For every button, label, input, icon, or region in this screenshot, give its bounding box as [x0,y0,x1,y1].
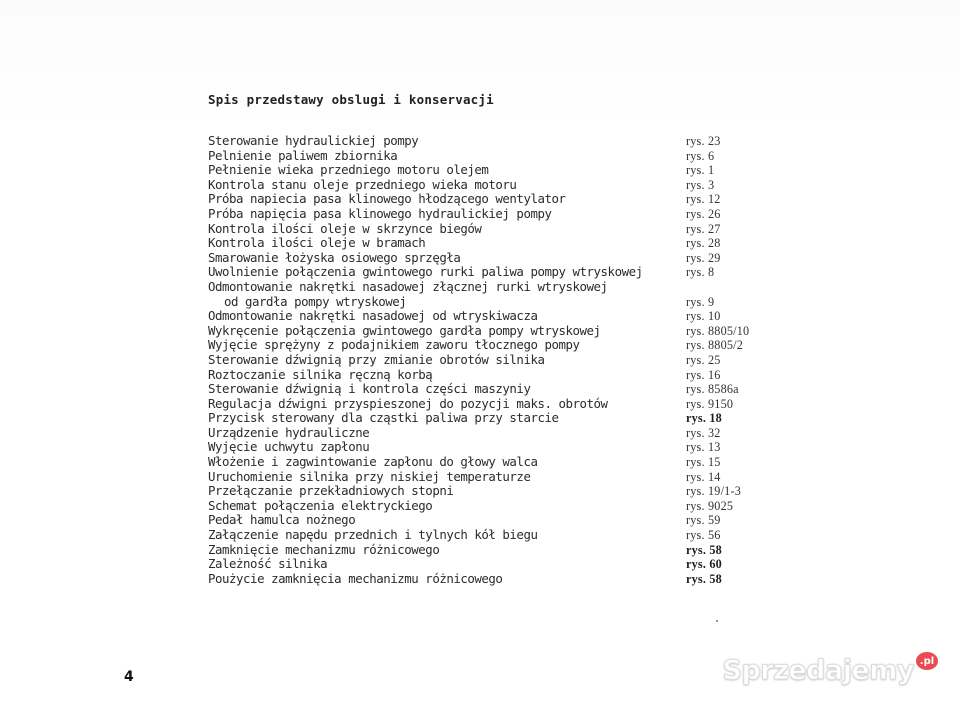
toc-entry-figure-ref: rys. 14 [686,469,721,484]
toc-entry [208,265,768,280]
toc-entry-title: Przełączanie przekładniowych stopni [208,483,454,499]
toc-entry-figure-ref: rys. 56 [686,528,721,543]
toc-entry [208,192,768,207]
toc-entry-figure-ref: rys. 9025 [686,498,734,513]
toc-entry [208,499,768,514]
toc-entry-figure-ref: rys. 59 [686,513,721,528]
toc-entry [208,295,768,310]
toc-entry-figure-ref: rys. 32 [686,425,721,440]
toc-entry-figure-ref: rys. 1 [686,163,715,178]
toc-entry [208,484,768,499]
toc-entry-title: Załączenie napędu przednich i tylnych kół biegu [208,527,538,543]
toc-entry-title: Sterowanie hydraulickiej pompy [208,133,419,148]
toc-entry-title: Pelnienie paliwem zbiornika [208,147,398,163]
toc-entry-figure-ref: rys. 10 [686,309,721,324]
toc-entry-title: Urządzenie hydrauliczne [208,424,370,440]
toc-entry-title: Smarowanie łożyska osiowego sprzęgła [208,249,461,265]
toc-entry-title: Pełnienie wieka przedniego motoru olejem [208,162,489,178]
toc-entry-figure-ref: rys. 8586a [686,382,739,397]
toc-entry-title: od gardła pompy wtryskowej [224,293,407,309]
toc-entry-title: Uruchomienie silnika przy niskiej temperaturze [208,468,531,484]
toc-entry-title: Kontrola ilości oleje w skrzynce biegów [208,220,482,236]
toc-entry-figure-ref: rys. 15 [686,455,721,470]
toc-entry-title: Przycisk sterowany dla cząstki paliwa przy starcie [208,410,559,426]
toc-entry [208,470,768,485]
scan-speck [716,620,718,622]
toc-entry-figure-ref: rys. 27 [686,221,721,236]
toc-entry [208,338,768,353]
toc-entry-figure-ref: rys. 12 [686,192,721,207]
page-number: 4 [124,669,134,685]
toc-entry [208,149,768,164]
toc-entry [208,440,768,455]
toc-entry [208,222,768,237]
toc-entry-title: Próba napiecia pasa klinowego hłodzącego wentylator [208,191,566,207]
watermark-logo [723,655,938,686]
toc-entry-title: Schemat połączenia elektryckiego [208,497,433,513]
toc-entry-figure-ref: rys. 60 [686,557,722,572]
toc-entry-title: Roztoczanie silnika ręczną korbą [208,366,433,382]
toc-entry [208,368,768,383]
toc-entry-figure-ref: rys. 26 [686,206,721,221]
toc-entry-figure-ref: rys. 13 [686,440,721,455]
toc-entry [208,513,768,528]
toc-entry-title: Odmontowanie nakrętki nasadowej złącznej rurki wtryskowej [208,278,608,294]
watermark-badge: .pl [916,652,938,670]
toc-entry-title: Sterowanie dźwignią i kontrola części maszyniy [208,381,531,397]
toc-entry-title: Włożenie i zagwintowanie zapłonu do głowy walca [208,454,538,470]
toc-entry-title: Odmontowanie nakrętki nasadowej od wtryskiwacza [208,308,538,324]
table-of-contents [208,134,768,586]
toc-entry-title: Pedał hamulca nożnego [208,512,356,528]
toc-entry-title: Zamknięcie mechanizmu różnicowego [208,541,440,557]
toc-entry [208,236,768,251]
toc-entry-title: Próba napięcia pasa klinowego hydraulickiej pompy [208,205,552,221]
page-heading: Spis przedstawy obslugi i konservacji [208,92,494,107]
toc-entry-title: Poużycie zamknięcia mechanizmu różnicowego [208,570,503,586]
toc-entry-figure-ref: rys. 6 [686,148,715,163]
toc-entry [208,353,768,368]
toc-entry-figure-ref: rys. 8805/2 [686,338,744,353]
toc-entry-figure-ref: rys. 8 [686,265,715,280]
toc-entry-figure-ref: rys. 25 [686,352,721,367]
toc-entry [208,397,768,412]
toc-entry-figure-ref: rys. 3 [686,177,715,192]
toc-entry-title: Wyjęcie uchwytu zapłonu [208,439,370,455]
toc-entry-figure-ref: rys. 19/1-3 [686,484,742,499]
toc-entry-title: Kontrola stanu oleje przedniego wieka motoru [208,176,517,192]
toc-entry-title: Sterowanie dźwignią przy zmianie obrotów silnika [208,351,545,367]
toc-entry [208,134,768,149]
toc-entry [208,382,768,397]
toc-entry-figure-ref: rys. 23 [686,134,721,148]
toc-entry [208,280,768,295]
toc-entry-figure-ref: rys. 28 [686,236,721,251]
toc-entry-title: Wykręcenie połączenia gwintowego gardła pompy wtryskowej [208,322,601,338]
toc-entry-figure-ref: rys. 16 [686,367,721,382]
toc-entry-figure-ref: rys. 9 [686,294,715,309]
toc-entry [208,572,768,587]
toc-entry-figure-ref: rys. 58 [686,542,722,557]
toc-entry-figure-ref: rys. 29 [686,250,721,265]
toc-entry [208,543,768,558]
toc-entry-title: Kontrola ilości oleje w bramach [208,235,426,251]
toc-entry [208,178,768,193]
watermark-text: Sprzedajemy [722,655,914,686]
toc-entry-figure-ref: rys. 9150 [686,396,734,411]
toc-entry [208,251,768,266]
toc-entry [208,207,768,222]
toc-entry [208,426,768,441]
toc-entry-title: Zależność silnika [208,556,328,572]
toc-entry-title: Wyjęcie sprężyny z podajnikiem zaworu tłocznego pompy [208,337,580,353]
toc-entry-figure-ref: rys. 8805/10 [686,323,750,338]
toc-entry [208,411,768,426]
toc-entry [208,557,768,572]
toc-entry-figure-ref: rys. 58 [686,571,722,586]
toc-entry [208,324,768,339]
toc-entry-title: Regulacja dźwigni przyspieszonej do pozycji maks. obrotów [208,395,608,411]
toc-entry-figure-ref: rys. 18 [686,411,722,426]
toc-entry [208,163,768,178]
toc-entry [208,528,768,543]
toc-entry [208,455,768,470]
toc-entry [208,309,768,324]
toc-entry-title: Uwolnienie połączenia gwintowego rurki paliwa pompy wtryskowej [208,264,643,280]
